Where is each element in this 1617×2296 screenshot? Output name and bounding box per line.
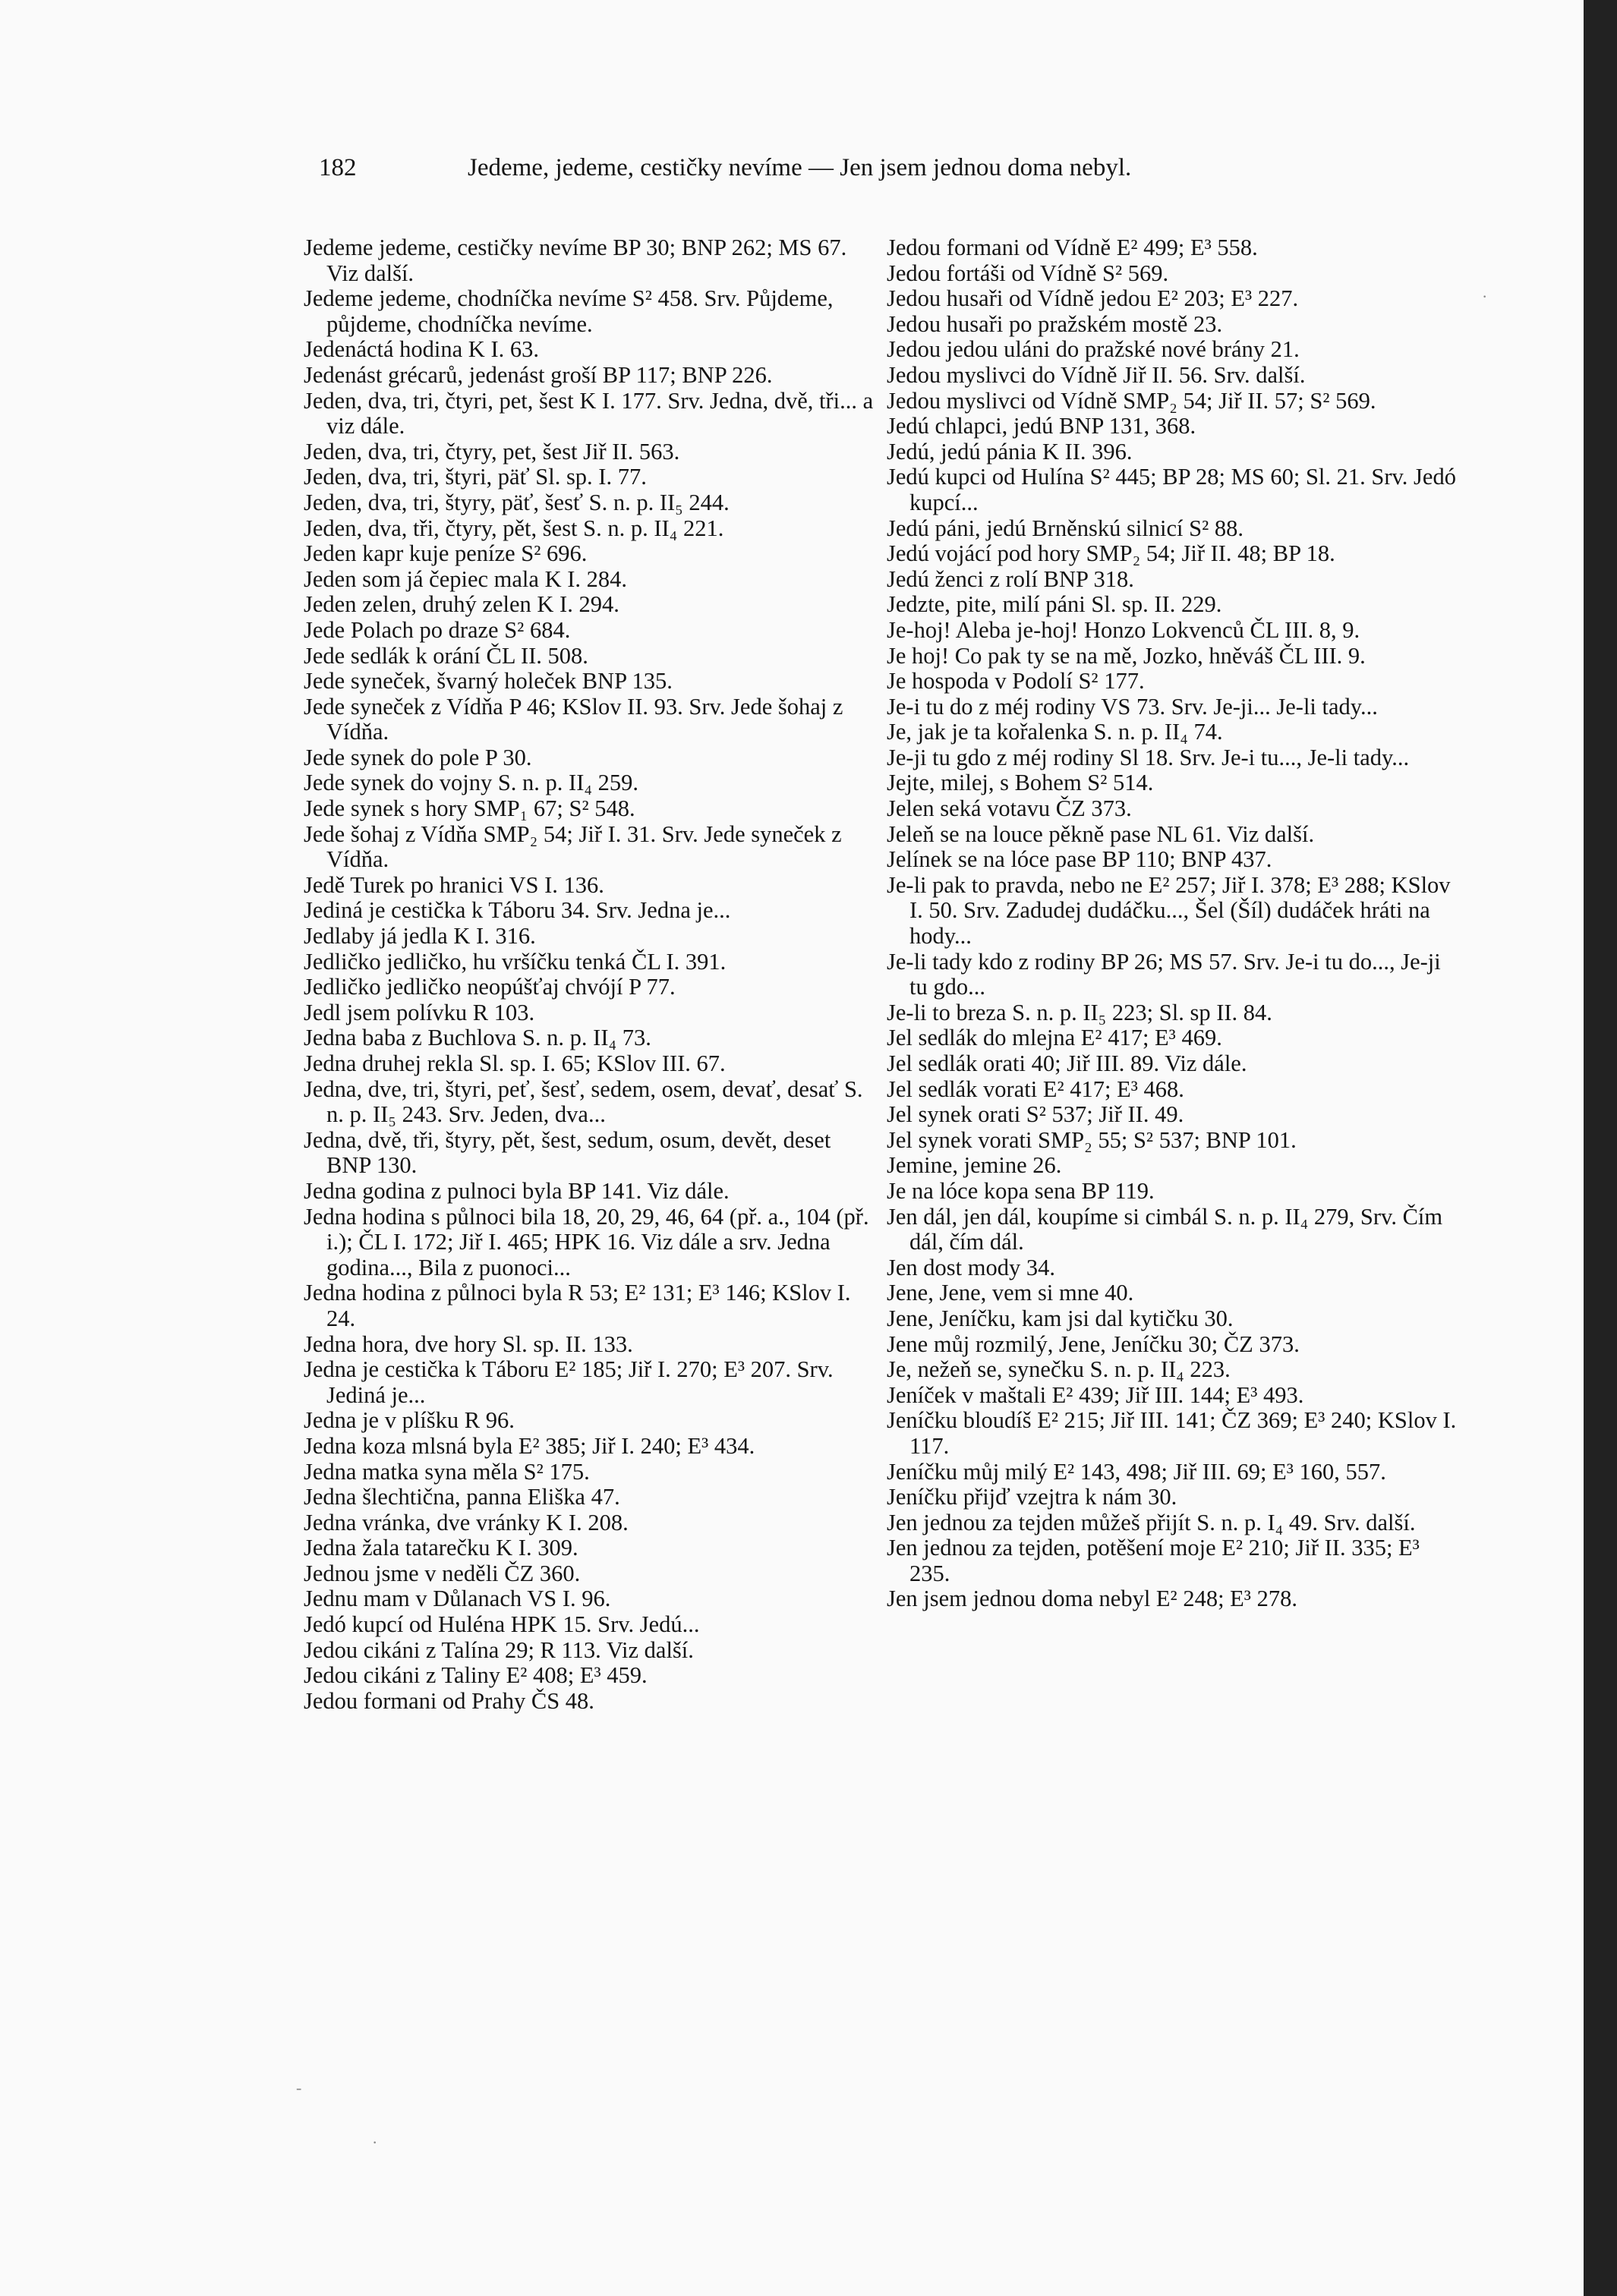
running-title: Jedeme, jedeme, cestičky nevíme — Jen jsem jednou doma nebyl.: [468, 154, 1132, 181]
index-entry: Jel synek orati S² 537; Jiř II. 49.: [887, 1101, 1184, 1128]
index-entry: Jede synek do pole P 30.: [304, 744, 532, 770]
index-entry: Jedna je cestička k Táboru E² 185; Jiř I. 270; E³ 207. Srv. Jediná je...: [304, 1356, 834, 1408]
index-entry: Je-li to breza S. n. p. II₅ 223; Sl. sp II. 84.: [887, 999, 1272, 1025]
index-entry: Jeden, dva, tri, čtyri, pet, šest K I. 177. Srv. Jedna, dvě, tři... a viz dále.: [304, 387, 874, 439]
index-entry: Jedú páni, jedú Brněnskú silnicí S² 88.: [887, 515, 1243, 541]
index-entry: Jedna godina z pulnoci byla BP 141. Viz dále.: [304, 1177, 730, 1204]
index-entry: Jeden, dva, tři, čtyry, pět, šest S. n. p. II₄ 221.: [304, 515, 724, 541]
index-entry: Jedzte, pite, milí páni Sl. sp. II. 229.: [887, 591, 1222, 618]
index-entry: Je-i tu do z méj rodiny VS 73. Srv. Je-ji... Je-li tady...: [887, 693, 1378, 720]
scan-speck: -: [296, 2078, 302, 2097]
index-entry: Jeníček v maštali E² 439; Jiř III. 144; E³ 493.: [887, 1381, 1304, 1408]
index-entry: Jediná je cestička k Táboru 34. Srv. Jedna je...: [304, 897, 731, 924]
index-entry: Jelen seká votavu ČZ 373.: [887, 795, 1132, 822]
index-entry: Je-li pak to pravda, nebo ne E² 257; Jiř I. 378; E³ 288; KSlov I. 50. Srv. Zadudej dudáčku..., Šel (Šíl) dudáček hráti na hody...: [887, 871, 1451, 950]
index-entry: Jedeme jedeme, cestičky nevíme BP 30; BNP 262; MS 67. Viz další.: [304, 235, 847, 286]
index-entry: Je-li tady kdo z rodiny BP 26; MS 57. Srv. Je-i tu do..., Je-ji tu gdo...: [887, 948, 1441, 1000]
index-entry: Jednu mam v Důlanach VS I. 96.: [304, 1586, 611, 1612]
index-entry: Jedlaby já jedla K I. 316.: [304, 923, 536, 950]
index-entry: Jedna matka syna měla S² 175.: [304, 1458, 590, 1485]
index-entry: Jedou formani od Vídně E² 499; E³ 558.: [887, 235, 1258, 260]
index-entry: Jel sedlák orati 40; Jiř III. 89. Viz dále.: [887, 1050, 1247, 1076]
scan-speck: ·: [372, 2133, 378, 2152]
index-entry: Jedě Turek po hranici VS I. 136.: [304, 871, 604, 898]
index-entry: Jedna baba z Buchlova S. n. p. II₄ 73.: [304, 1025, 651, 1051]
index-entry: Jen dost mody 34.: [887, 1254, 1055, 1280]
index-entry: Jede syneček z Vídňa P 46; KSlov II. 93. Srv. Jede šohaj z Vídňa.: [304, 693, 843, 745]
index-entry: Jedna hodina s půlnoci bila 18, 20, 29, 46, 64 (př. a., 104 (př. i.); ČL I. 172; Jiř I. 465; HPK 16. Viz dále a srv. Jedna godina..., Bila z puonoci...: [304, 1203, 869, 1280]
index-entry: Jedou cikáni z Talína 29; R 113. Viz další.: [304, 1636, 694, 1663]
index-entry: Jedna, dve, tri, štyri, peť, šesť, sedem, osem, devať, desať S. n. p. II₅ 243. Srv. Jeden, dva...: [304, 1076, 863, 1128]
index-entry: Jedna je v plíšku R 96.: [304, 1407, 515, 1434]
right-column: [887, 235, 1464, 1612]
index-entry: Jeden, dva, tri, štyry, päť, šesť S. n. p. II₅ 244.: [304, 489, 730, 515]
index-entry: Je hoj! Co pak ty se na mě, Jozko, hněváš ČL III. 9.: [887, 642, 1366, 669]
index-entry: Jedou husaři od Vídně jedou E² 203; E³ 227.: [887, 285, 1299, 312]
index-entry: Jedú vojácí pod hory SMP₂ 54; Jiř II. 48; BP 18.: [887, 540, 1335, 567]
index-entry: Jedna druhej rekla Sl. sp. I. 65; KSlov III. 67.: [304, 1050, 726, 1076]
index-entry: Jedna, dvě, tři, štyry, pět, šest, sedum, osum, devět, deset BNP 130.: [304, 1126, 831, 1179]
index-entry: Jeden kapr kuje peníze S² 696.: [304, 540, 588, 567]
index-entry: Jen jsem jednou doma nebyl E² 248; E³ 278.: [887, 1586, 1297, 1612]
index-entry: Jeleň se na louce pěkně pase NL 61. Viz další.: [887, 820, 1315, 847]
index-entry: Jedna hodina z půlnoci byla R 53; E² 131; E³ 146; KSlov I. 24.: [304, 1280, 851, 1331]
index-entry: Jedenást grécarů, jedenást groší BP 117; BNP 226.: [304, 361, 773, 388]
index-entry: Jedou myslivci do Vídně Jiř II. 56. Srv. další.: [887, 361, 1306, 388]
index-entry: Je-hoj! Aleba je-hoj! Honzo Lokvenců ČL III. 8, 9.: [887, 616, 1360, 643]
index-entry: Jeden, dva, tri, štyri, päť Sl. sp. I. 77.: [304, 464, 647, 490]
index-entry: Jede synek do vojny S. n. p. II₄ 259.: [304, 770, 638, 796]
index-entry: Jedou fortáši od Vídně S² 569.: [887, 260, 1169, 286]
scan-speck: ·: [1482, 287, 1488, 306]
index-entry: Jede syneček, švarný holeček BNP 135.: [304, 668, 673, 694]
index-entry: Jedna žala tatarečku K I. 309.: [304, 1535, 578, 1561]
index-entry: Jeníčku bloudíš E² 215; Jiř III. 141; ČZ 369; E³ 240; KSlov I. 117.: [887, 1407, 1457, 1459]
index-entry: Jedna koza mlsná byla E² 385; Jiř I. 240; E³ 434.: [304, 1432, 755, 1459]
index-entry: Jeden, dva, tri, čtyry, pet, šest Jiř II. 563.: [304, 438, 680, 465]
page-header: [319, 149, 1321, 187]
index-entry: Jeden som já čepiec mala K I. 284.: [304, 565, 628, 592]
index-entry: Jel sedlák do mlejna E² 417; E³ 469.: [887, 1025, 1222, 1051]
index-entry: Jede šohaj z Vídňa SMP₂ 54; Jiř I. 31. Srv. Jede syneček z Vídňa.: [304, 820, 842, 873]
index-entry: Jedličko jedličko neopúšťaj chvójí P 77.: [304, 974, 676, 1000]
index-entry: Jede synek s hory SMP₁ 67; S² 548.: [304, 795, 635, 822]
index-entry: Jede sedlák k orání ČL II. 508.: [304, 642, 588, 669]
index-entry: Jemine, jemine 26.: [887, 1152, 1062, 1179]
index-entry: Jednou jsme v neděli ČZ 360.: [304, 1560, 581, 1586]
index-entry: Jeden zelen, druhý zelen K I. 294.: [304, 591, 619, 618]
index-entry: Jedenáctá hodina K I. 63.: [304, 336, 539, 363]
index-entry: Je, jak je ta kořalenka S. n. p. II₄ 74.: [887, 719, 1223, 745]
index-entry: Je na lóce kopa sena BP 119.: [887, 1177, 1155, 1204]
index-entry: Jedú kupci od Hulína S² 445; BP 28; MS 60; Sl. 21. Srv. Jedó kupcí...: [887, 464, 1456, 515]
index-entry: Je-ji tu gdo z méj rodiny Sl 18. Srv. Je-i tu..., Je-li tady...: [887, 744, 1410, 770]
index-entry: Jedou jedou uláni do pražské nové brány 21.: [887, 336, 1300, 363]
index-entry: Jejte, milej, s Bohem S² 514.: [887, 770, 1154, 796]
index-entry: Jen dál, jen dál, koupíme si cimbál S. n. p. II₄ 279, Srv. Čím dál, čím dál.: [887, 1203, 1443, 1255]
index-entry: Jedou husaři po pražském mostě 23.: [887, 310, 1223, 337]
index-entry: Jedou myslivci od Vídně SMP₂ 54; Jiř II. 57; S² 569.: [887, 387, 1376, 414]
index-entry: Je, nežeň se, synečku S. n. p. II₄ 223.: [887, 1356, 1231, 1383]
index-entry: Jede Polach po draze S² 684.: [304, 616, 571, 643]
index-entry: Jen jednou za tejden, potěšení moje E² 210; Jiř II. 335; E³ 235.: [887, 1535, 1420, 1586]
index-entry: Jel synek vorati SMP₂ 55; S² 537; BNP 101.: [887, 1126, 1297, 1153]
index-entry: Je hospoda v Podolí S² 177.: [887, 668, 1145, 694]
index-entry: Jedou formani od Prahy ČS 48.: [304, 1687, 594, 1714]
index-entry: Jedou cikáni z Taliny E² 408; E³ 459.: [304, 1662, 648, 1689]
index-entry: Jedna vránka, dve vránky K I. 208.: [304, 1509, 629, 1535]
index-entry: Jedna hora, dve hory Sl. sp. II. 133.: [304, 1331, 633, 1357]
index-entry: Jedó kupcí od Huléna HPK 15. Srv. Jedú...: [304, 1611, 700, 1638]
scan-edge: [1584, 0, 1617, 2296]
index-entry: Jedličko jedličko, hu vršíčku tenká ČL I. 391.: [304, 948, 727, 975]
index-entry: Jedna šlechtična, panna Eliška 47.: [304, 1484, 620, 1510]
index-entry: Jedú chlapci, jedú BNP 131, 368.: [887, 413, 1196, 439]
index-entry: Jeníčku můj milý E² 143, 498; Jiř III. 69; E³ 160, 557.: [887, 1458, 1386, 1485]
index-entry: Jedl jsem polívku R 103.: [304, 999, 535, 1025]
index-entry: Jelínek se na lóce pase BP 110; BNP 437.: [887, 846, 1272, 873]
left-column: [304, 235, 881, 1714]
index-entry: Jedú, jedú pánia K II. 396.: [887, 438, 1133, 465]
index-entry: Jedú ženci z rolí BNP 318.: [887, 565, 1134, 592]
index-entry: Jene, Jene, vem si mne 40.: [887, 1280, 1134, 1306]
index-entry: Jene můj rozmilý, Jene, Jeníčku 30; ČZ 373.: [887, 1331, 1300, 1357]
page-number: 182: [319, 154, 357, 181]
index-entry: Jeníčku přijď vzejtra k nám 30.: [887, 1484, 1177, 1510]
index-entry: Jene, Jeníčku, kam jsi dal kytičku 30.: [887, 1305, 1234, 1331]
index-entry: Jen jednou za tejden můžeš přijít S. n. p. I₄ 49. Srv. další.: [887, 1509, 1416, 1535]
index-entry: Jel sedlák vorati E² 417; E³ 468.: [887, 1076, 1184, 1102]
index-entry: Jedeme jedeme, chodníčka nevíme S² 458. Srv. Půjdeme, půjdeme, chodníčka nevíme.: [304, 285, 834, 337]
